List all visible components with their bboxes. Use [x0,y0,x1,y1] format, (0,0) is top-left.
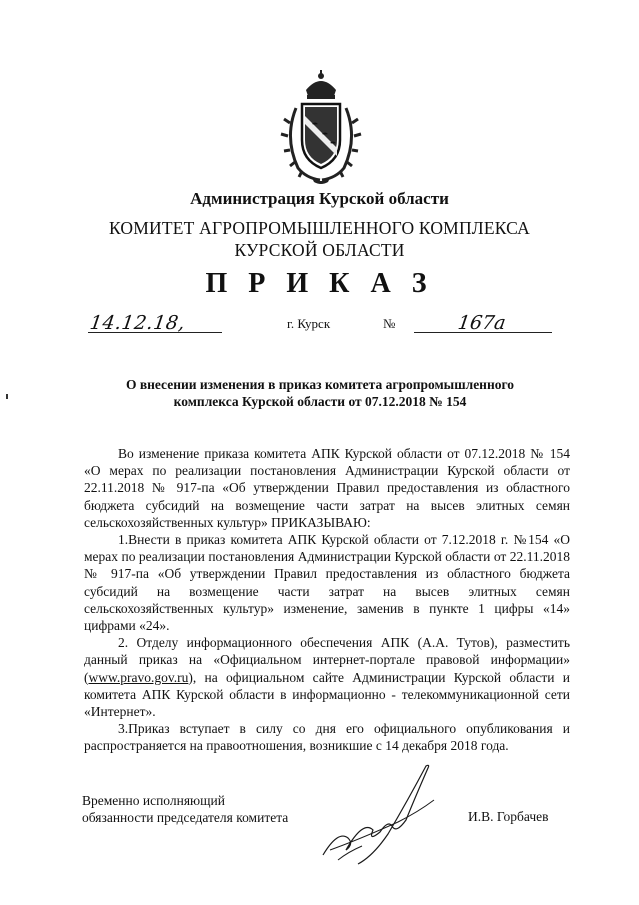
margin-mark [6,394,8,399]
order-body [84,445,570,755]
signatory-title [82,792,288,826]
subject-line-1: О внесении изменения в приказ комитета агропромышленного [125,377,515,392]
handwritten-signature [318,760,438,870]
order-number: 167а [456,312,508,334]
date-underline [88,332,222,333]
order-meta-row [0,312,639,342]
signatory-title-line-1: Временно исполняющий [82,793,225,808]
signatory-title-line-2: обязанности председателя комитета [82,810,289,825]
city-label: г. Курск [287,316,331,331]
body-paragraph-4: 3.Приказ вступает в силу со дня его официального опубликования и распространяется на правоотношения, возникшие с 14 декабря 2018 года. [84,721,570,754]
order-subject [90,376,550,410]
coat-of-arms-icon [276,68,366,188]
order-date: 14.12.18, [88,312,187,334]
committee-line-1: КОМИТЕТ АГРОПРОМЫШЛЕННОГО КОМПЛЕКСА [108,218,531,238]
body-paragraph-3 [84,634,570,720]
number-underline [414,332,552,333]
body-paragraph-1: Во изменение приказа комитета АПК Курской области от 07.12.2018 № 154 «О мерах по реализации постановления Администрации Курской области от 22.11.2018 № 917-па «Об утверждении Правил предоставления из областного бюджета субсидий на возмещение части затрат на высев элитных семян сельскохозяйственных культур» ПРИКАЗЫВАЮ: [84,446,570,530]
signatory-name: И.В. Горбачев [468,809,549,824]
body-paragraph-2: 1.Внести в приказ комитета АПК Курской области от 7.12.2018 г. №154 «О мерах по реализации постановления Администрации Курской области от 22.11.2018 № 917-па «Об утверждении Правил предоставления из областного бюджета субсидий на возмещение части затрат на высев элитных семян сельскохозяйственных культур» изменение, заменив в пункте 1 цифры «14» цифрами «24». [84,532,570,634]
administration-heading: Администрация Курской области [190,189,449,208]
committee-heading [0,217,639,261]
pravo-gov-link[interactable]: www.pravo.gov.ru [88,669,189,685]
subject-line-2: комплекса Курской области от 07.12.2018 № 154 [173,394,467,409]
number-label: № [383,316,396,331]
committee-line-2: КУРСКОЙ ОБЛАСТИ [234,240,405,260]
paragraph-3-text-before: 2. Отделу информационного обеспечения АПК (А.А. Тутов), разместить данный приказ на «Официальном интернет-портале правовой информации» ( [84,635,570,685]
paragraph-3-text-after: ), на официальном сайте Администрации Курской области и комитета АПК Курской области в информационно - телекоммуникационной сети «Интернет». [84,669,570,720]
document-type-title: П Р И К А З [205,268,434,299]
